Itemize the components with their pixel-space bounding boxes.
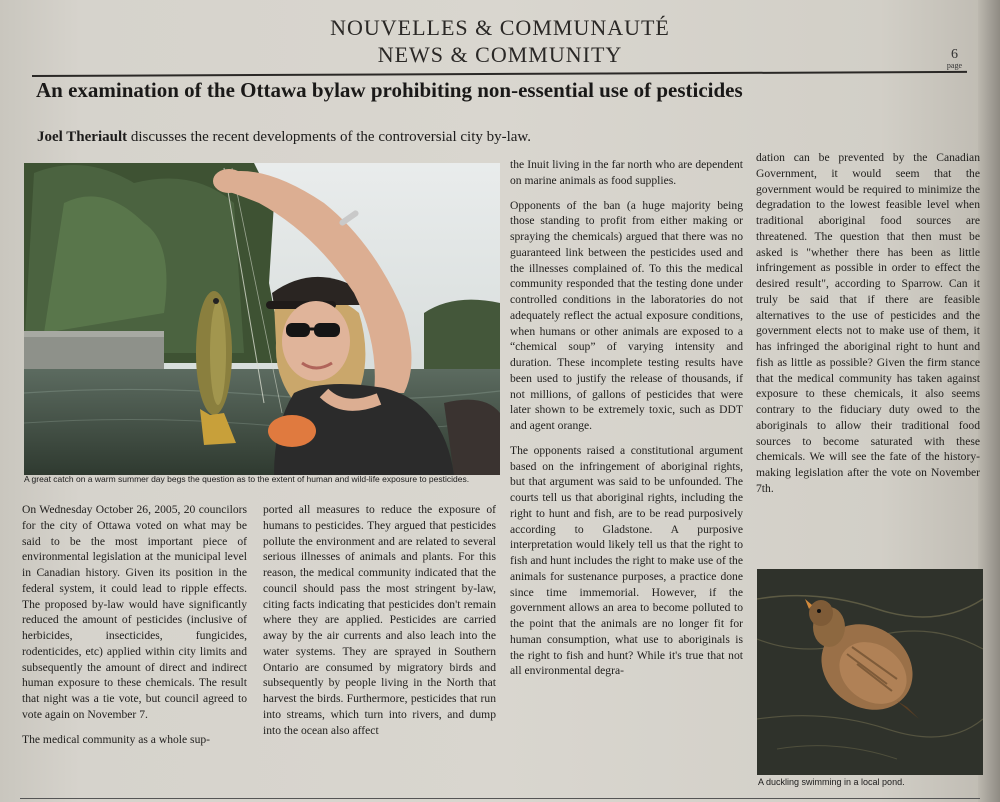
section-title-french: NOUVELLES & COMMUNAUTÉ [330,15,670,40]
column-3-paragraph-1: the Inuit living in the far north who are dependent on marine animals as food supplies. [510,158,743,187]
header-rule [32,71,967,77]
page-number-label: page [946,61,962,70]
fishing-photo-caption: A great catch on a warm summer day begs the question as to the extent of human and wild-life exposure to pesticides. [24,474,470,484]
column-2-paragraph-1: ported all measures to reduce the exposure of humans to pesticides. They argued that pesticides pollute the environment and are related to several serious illnesses of animals and plants. For this reason, the medical community indicated that the council should pass the most stringent by-law, citing facts indicating that pesticides don't remain where they are applied. Pesticides are carried away by the air currents and also leach into the water systems. They are sprayed in Southern Ontario are consumed by migratory birds and subsequently by people living in the North that harvest the birds. Furthermore, pesticides that run into streams, which turn into rivers, and dump into the ocean also affect [263,503,496,737]
byline-text: discusses the recent developments of the controversial city by-law. [127,129,532,145]
byline-author: Joel Theriault [37,129,128,145]
section-header [0,14,1000,68]
article-column-4 [756,150,980,506]
article-headline: An examination of the Ottawa bylaw prohibiting non-essential use of pesticides [36,78,743,102]
article-column-1 [22,502,247,756]
article-column-3 [510,157,743,688]
column-3-paragraph-3: The opponents raised a constitutional argument based on the infringement of aboriginal rights, but that argument was said to be unfounded. The courts tell us that aboriginal rights, including the right to hunt and fish, are to be read purposively according to Gladstone. A purposive interpretation would likely tell us that the right to fish and hunt includes the right to make use of the animals for sustenance purposes, a practice done since time immemorial. However, if the government allows an area to become polluted to the point that the animals are no longer fit for human consumption, what use to aboriginals is the right to fish and hunt? While it's true that not all environmental degra- [510,443,743,678]
fishing-photo [24,163,500,475]
section-title-english: NEWS & COMMUNITY [377,42,623,67]
fishing-photo-image [24,163,500,475]
bottom-rule [20,798,980,799]
column-4-paragraph-1: dation can be prevented by the Canadian Government, it would seem that the government would be required to minimize the degradation to the lowest feasible level when traditional aboriginal food sources are threatened. The question that then must be asked is "whether there has been as little infringement as possible in order to effect the desired result", according to Sparrow. Can it truly be said that if there are feasible alternatives to the use of pesticides and the government elects not to make use of them, it has infringed the aboriginal right to hunt and fish as little as possible? Given the firm stance that the medical community has taken against exposure to these chemicals, it also seems contrary to the fiduciary duty owed to the aboriginals to allow their traditional food sources to become saturated with these chemicals. We will see the fate of the history-making legislation after the vote on November 7th. [756,151,980,495]
duck-photo-image [757,569,983,775]
duck-photo-caption: A duckling swimming in a local pond. [758,777,905,787]
column-1-paragraph-2: The medical community as a whole sup- [22,732,211,746]
article-column-2 [263,502,496,747]
page-number-value: 6 [950,47,958,62]
article-byline [37,129,531,146]
duck-photo [757,569,983,775]
column-1-paragraph-1: On Wednesday October 26, 2005, 20 councilors for the city of Ottawa voted on what may be said to be the most important piece of environmental legislation at the municipal level in Canadian history. Given its position in the federal system, it could lead to ripple effects. The proposed by-law would have significantly reduced the amount of pesticides (inclusive of herbicides, insecticides, fungicides, rodenticides, etc) applied within city limits and subsequently the amount of direct and indirect human exposure to these chemicals. The result that night was a tie vote, but council agreed to vote again on November 7. [22,503,247,721]
column-3-paragraph-2: Opponents of the ban (a huge majority being those standing to profit from either making or spraying the chemicals) argued that there was no guaranteed link between the pesticides used and the illnesses complained of. To this the medical community responded that the testing done under controlled conditions in the laboratories do not adequately reflect the actual exposure conditions, when humans or other animals are exposed to a “chemical soup” of varying intensity and duration. These incomplete testing results have been used to justify the release of thousands, if not millions, of gallons of pesticides that were later shown to be extremely toxic, such as DDT and agent orange. [510,198,743,432]
page-number [947,48,962,70]
